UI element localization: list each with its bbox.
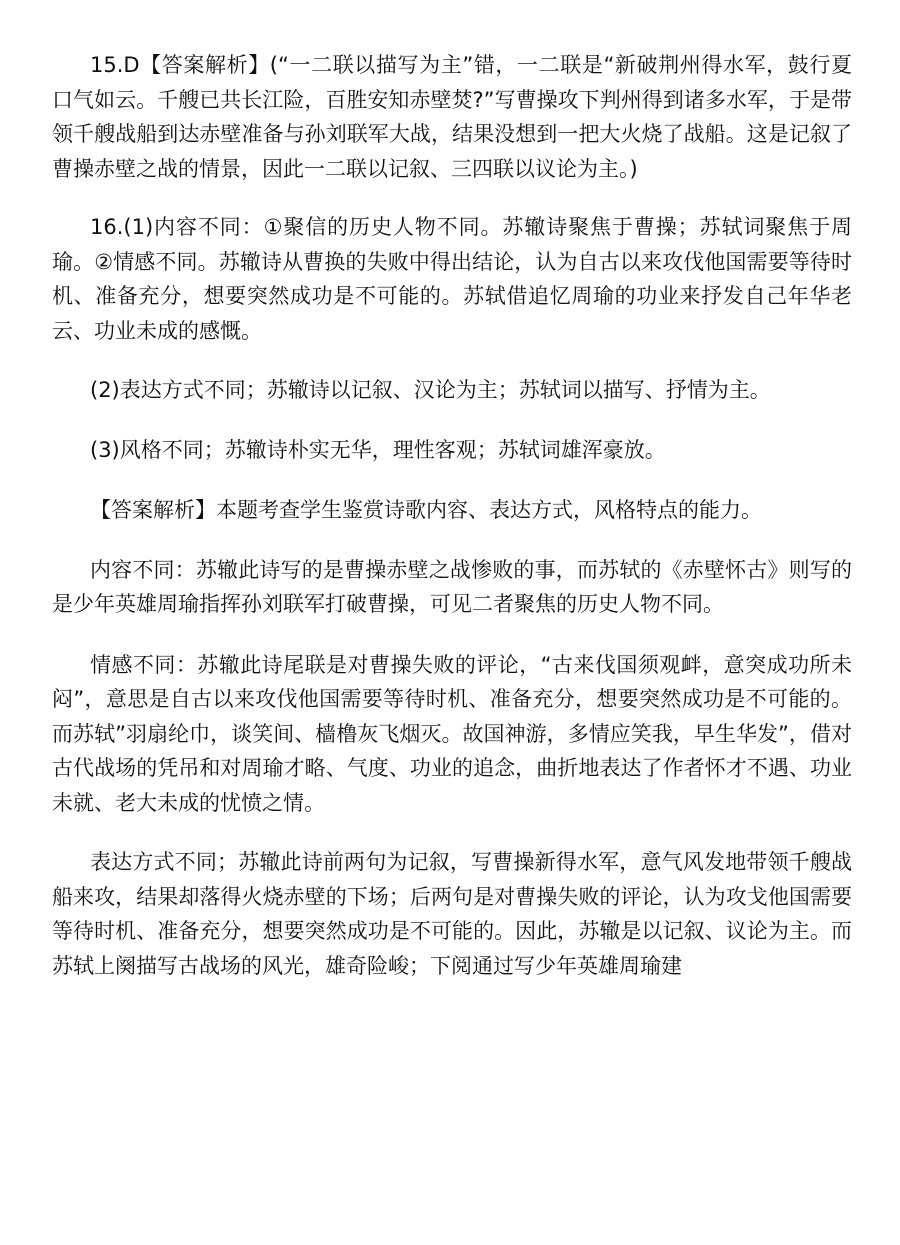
document-page	[52, 48, 852, 983]
answer-analysis-heading-paragraph: 【答案解析】本题考查学生鉴赏诗歌内容、表达方式，风格特点的能力。	[90, 498, 762, 522]
answer-15-paragraph: 15.D【答案解析】(“一二联以描写为主”错，一二联是“新破荆州得水军，鼓行夏口气如云。千艘已共长江险，百胜安知赤壁焚?”写曹操攻下判州得到诸多水军，于是带领千艘战船到达赤壁准备与孙刘联军大战，结果没想到一把大火烧了战船。这是记叙了曹操赤壁之战的情景，因此一二联以记叙、三四联以议论为主。)	[52, 53, 852, 181]
emotion-difference-paragraph: 情感不同：苏辙此诗尾联是对曹操失败的评论，“古来伐国须观衅，意突成功所未闷”，意思是自古以来攻伐他国需要等待时机、准备充分，想要突然成功是不可能的。而苏轼”羽扇纶巾，谈笑间、樯橹灰飞烟灭。故国神游，多情应笑我，早生华发”，借对古代战场的凭吊和对周瑜才略、气度、功业的追念，曲折地表达了作者怀才不遇、功业未就、老大未成的忧愤之情。	[52, 652, 852, 815]
answer-16-part3-paragraph: (3)风格不同；苏辙诗朴实无华，理性客观；苏轼词雄浑豪放。	[90, 437, 666, 462]
expression-difference-paragraph: 表达方式不同；苏辙此诗前两句为记叙，写曹操新得水军，意气风发地带领千艘战船来攻，结果却落得火烧赤壁的下场；后两句是对曹操失败的评论，认为攻戈他国需要等待时机、准备充分，想要突然成功是不可能的。因此，苏辙是以记叙、议论为主。而苏轼上阕描写古战场的风光，雄奇险峻；下阅通过写少年英雄周瑜建	[52, 850, 852, 978]
answer-16-part1-paragraph: 16.(1)内容不同：①聚信的历史人物不同。苏辙诗聚焦于曹操；苏轼词聚焦于周瑜。②情感不同。苏辙诗从曹换的失败中得出结论，认为自古以来攻伐他国需要等待时机、准备充分，想要突然成功是不可能的。苏轼借追忆周瑜的功业来抒发自己年华老云、功业未成的感慨。	[52, 215, 852, 343]
answer-16-part2-paragraph: (2)表达方式不同；苏辙诗以记叙、汉论为主；苏轼词以描写、抒情为主。	[90, 378, 771, 402]
content-difference-paragraph: 内容不同：苏辙此诗写的是曹操赤壁之战惨败的事，而苏轼的《赤壁怀古》则写的是少年英雄周瑜指挥孙刘联军打破曹操，可见二者聚焦的历史人物不同。	[52, 557, 852, 616]
